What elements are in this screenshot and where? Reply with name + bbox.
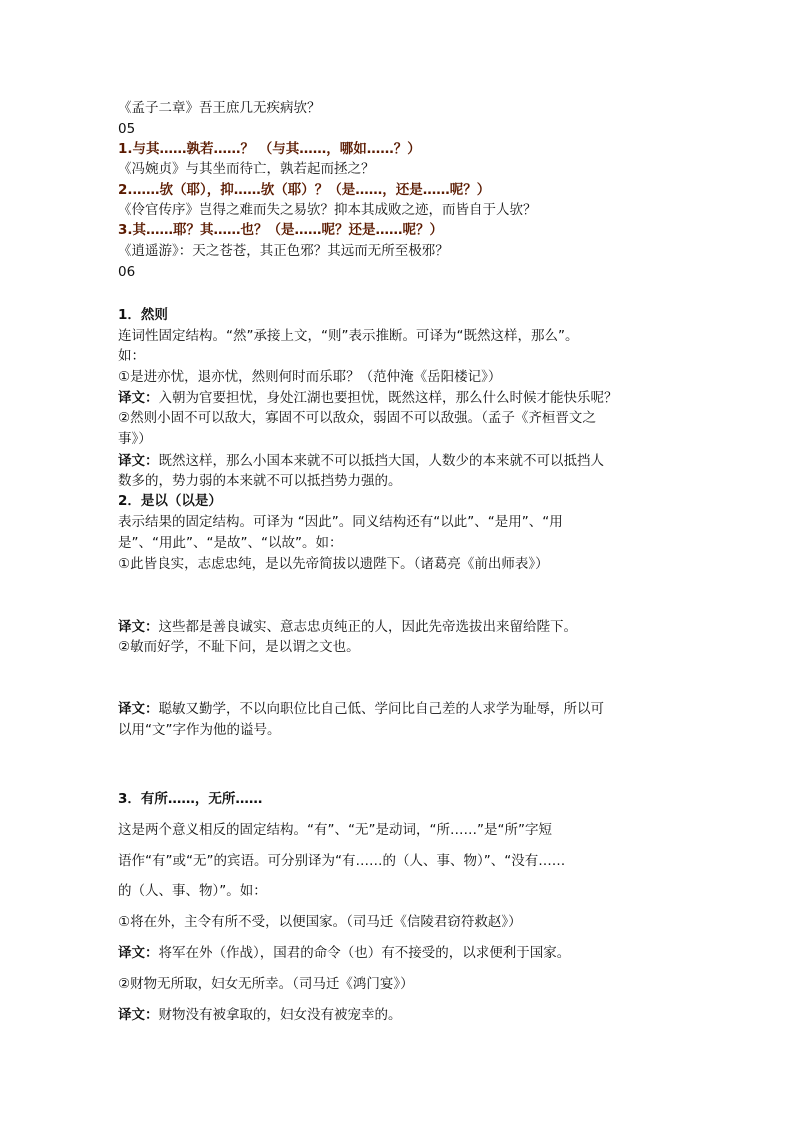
example-line: 《冯婉贞》与其坐而待亡，孰若起而拯之？: [118, 161, 375, 177]
pattern-heading: [118, 139, 421, 159]
example-line: ②敏而好学，不耻下问，是以谓之文也。: [118, 639, 360, 655]
example-line: ①此皆良实，志虑忠纯，是以先帝简拔以遗陛下。（诸葛亮《前出师表》）: [118, 556, 549, 572]
example-line: ②然则小固不可以敌大，寡固不可以敌众，弱固不可以敌强。（孟子《齐桓晋文之: [118, 410, 596, 426]
pattern-gloss: （是……呢？还是……呢？）: [267, 222, 444, 238]
description-line: 表示结果的固定结构。可译为 “因此”。同义结构还有“以此”、“是用”、“用: [118, 514, 563, 530]
translation-text: 入朝为官要担忧，身处江湖也要担忧，既然这样，那么什么时候才能快乐呢？: [158, 390, 618, 406]
translation-label: 译文：: [118, 1007, 159, 1023]
translation-label: 译文：: [118, 390, 159, 406]
section-number: 05: [118, 121, 136, 137]
topic-heading: 3．有所……，无所……: [118, 791, 263, 807]
translation-line: [118, 699, 604, 719]
pattern-formula: 1.与其……孰若……？: [118, 141, 255, 157]
description-line: 的（人、事、物）”。如：: [118, 883, 267, 899]
example-line: ①是进亦忧，退亦忧，然则何时而乐耶？（范仲淹《岳阳楼记》）: [118, 369, 502, 385]
section-number: 06: [118, 264, 136, 280]
translation-label: 译文：: [118, 619, 159, 635]
pattern-gloss: （与其……，哪如……？）: [258, 141, 421, 157]
example-line: 《伶官传序》岂得之难而失之易欤？抑本其成败之迹，而皆自于人欤？: [118, 202, 537, 218]
translation-line: 数多的，势力弱的本来就不可以抵挡势力强的。: [118, 473, 402, 489]
example-line: ①将在外，主令有所不受，以便国家。（司马迁《信陵君窃符救赵》）: [118, 914, 522, 930]
pattern-heading: [118, 180, 490, 200]
example-line: ②财物无所取，妇女无所幸。（司马迁《鸿门宴》）: [118, 976, 414, 992]
description-line: 连词性固定结构。“然”承接上文，“则”表示推断。可译为“既然这样，那么”。: [118, 328, 579, 344]
translation-label: 译文：: [118, 453, 159, 469]
description-line: 如：: [118, 348, 145, 364]
translation-text: 将军在外（作战），国君的命令（也）有不接受的，以求便利于国家。: [158, 945, 571, 961]
translation-line: 以用“文”字作为他的谥号。: [118, 722, 281, 738]
description-line: 是”、“用此”、“是故”、“以故”。如：: [118, 535, 343, 551]
pattern-gloss: （是……，还是……呢？）: [328, 182, 491, 198]
translation-line: [118, 451, 604, 471]
text-line: 《孟子二章》吾王庶几无疾病欤？: [118, 100, 321, 116]
translation-label: 译文：: [118, 945, 159, 961]
translation-text: 财物没有被拿取的，妇女没有被宠幸的。: [158, 1007, 402, 1023]
translation-label: 译文：: [118, 701, 159, 717]
pattern-heading: [118, 220, 443, 240]
translation-line: [118, 1005, 402, 1025]
translation-text: 既然这样，那么小国本来就不可以抵挡大国，人数少的本来就不可以抵挡人: [158, 453, 604, 469]
example-line: 事》）: [118, 431, 152, 447]
description-line: 语作“有”或“无”的宾语。可分别译为“有……的（人、事、物）”、“没有……: [118, 853, 566, 869]
translation-text: 这些都是善良诚实、意志忠贞纯正的人，因此先帝选拔出来留给陛下。: [158, 619, 577, 635]
topic-heading: 1．然则: [118, 307, 168, 323]
translation-line: [118, 943, 570, 963]
example-line: 《逍遥游》：天之苍苍，其正色邪？其远而无所至极邪？: [118, 243, 449, 259]
pattern-formula: 2.……欤（耶），抑……欤（耶）？: [118, 182, 329, 198]
description-line: 这是两个意义相反的固定结构。“有”、“无”是动词，“所……”是“所”字短: [118, 822, 552, 838]
translation-line: [118, 617, 577, 637]
translation-text: 聪敏又勤学，不以向职位比自己低、学问比自己差的人求学为耻辱，所以可: [158, 701, 604, 717]
pattern-formula: 3.其……耶？其……也？: [118, 222, 268, 238]
translation-line: [118, 388, 618, 408]
topic-heading: 2．是以（以是）: [118, 493, 222, 509]
